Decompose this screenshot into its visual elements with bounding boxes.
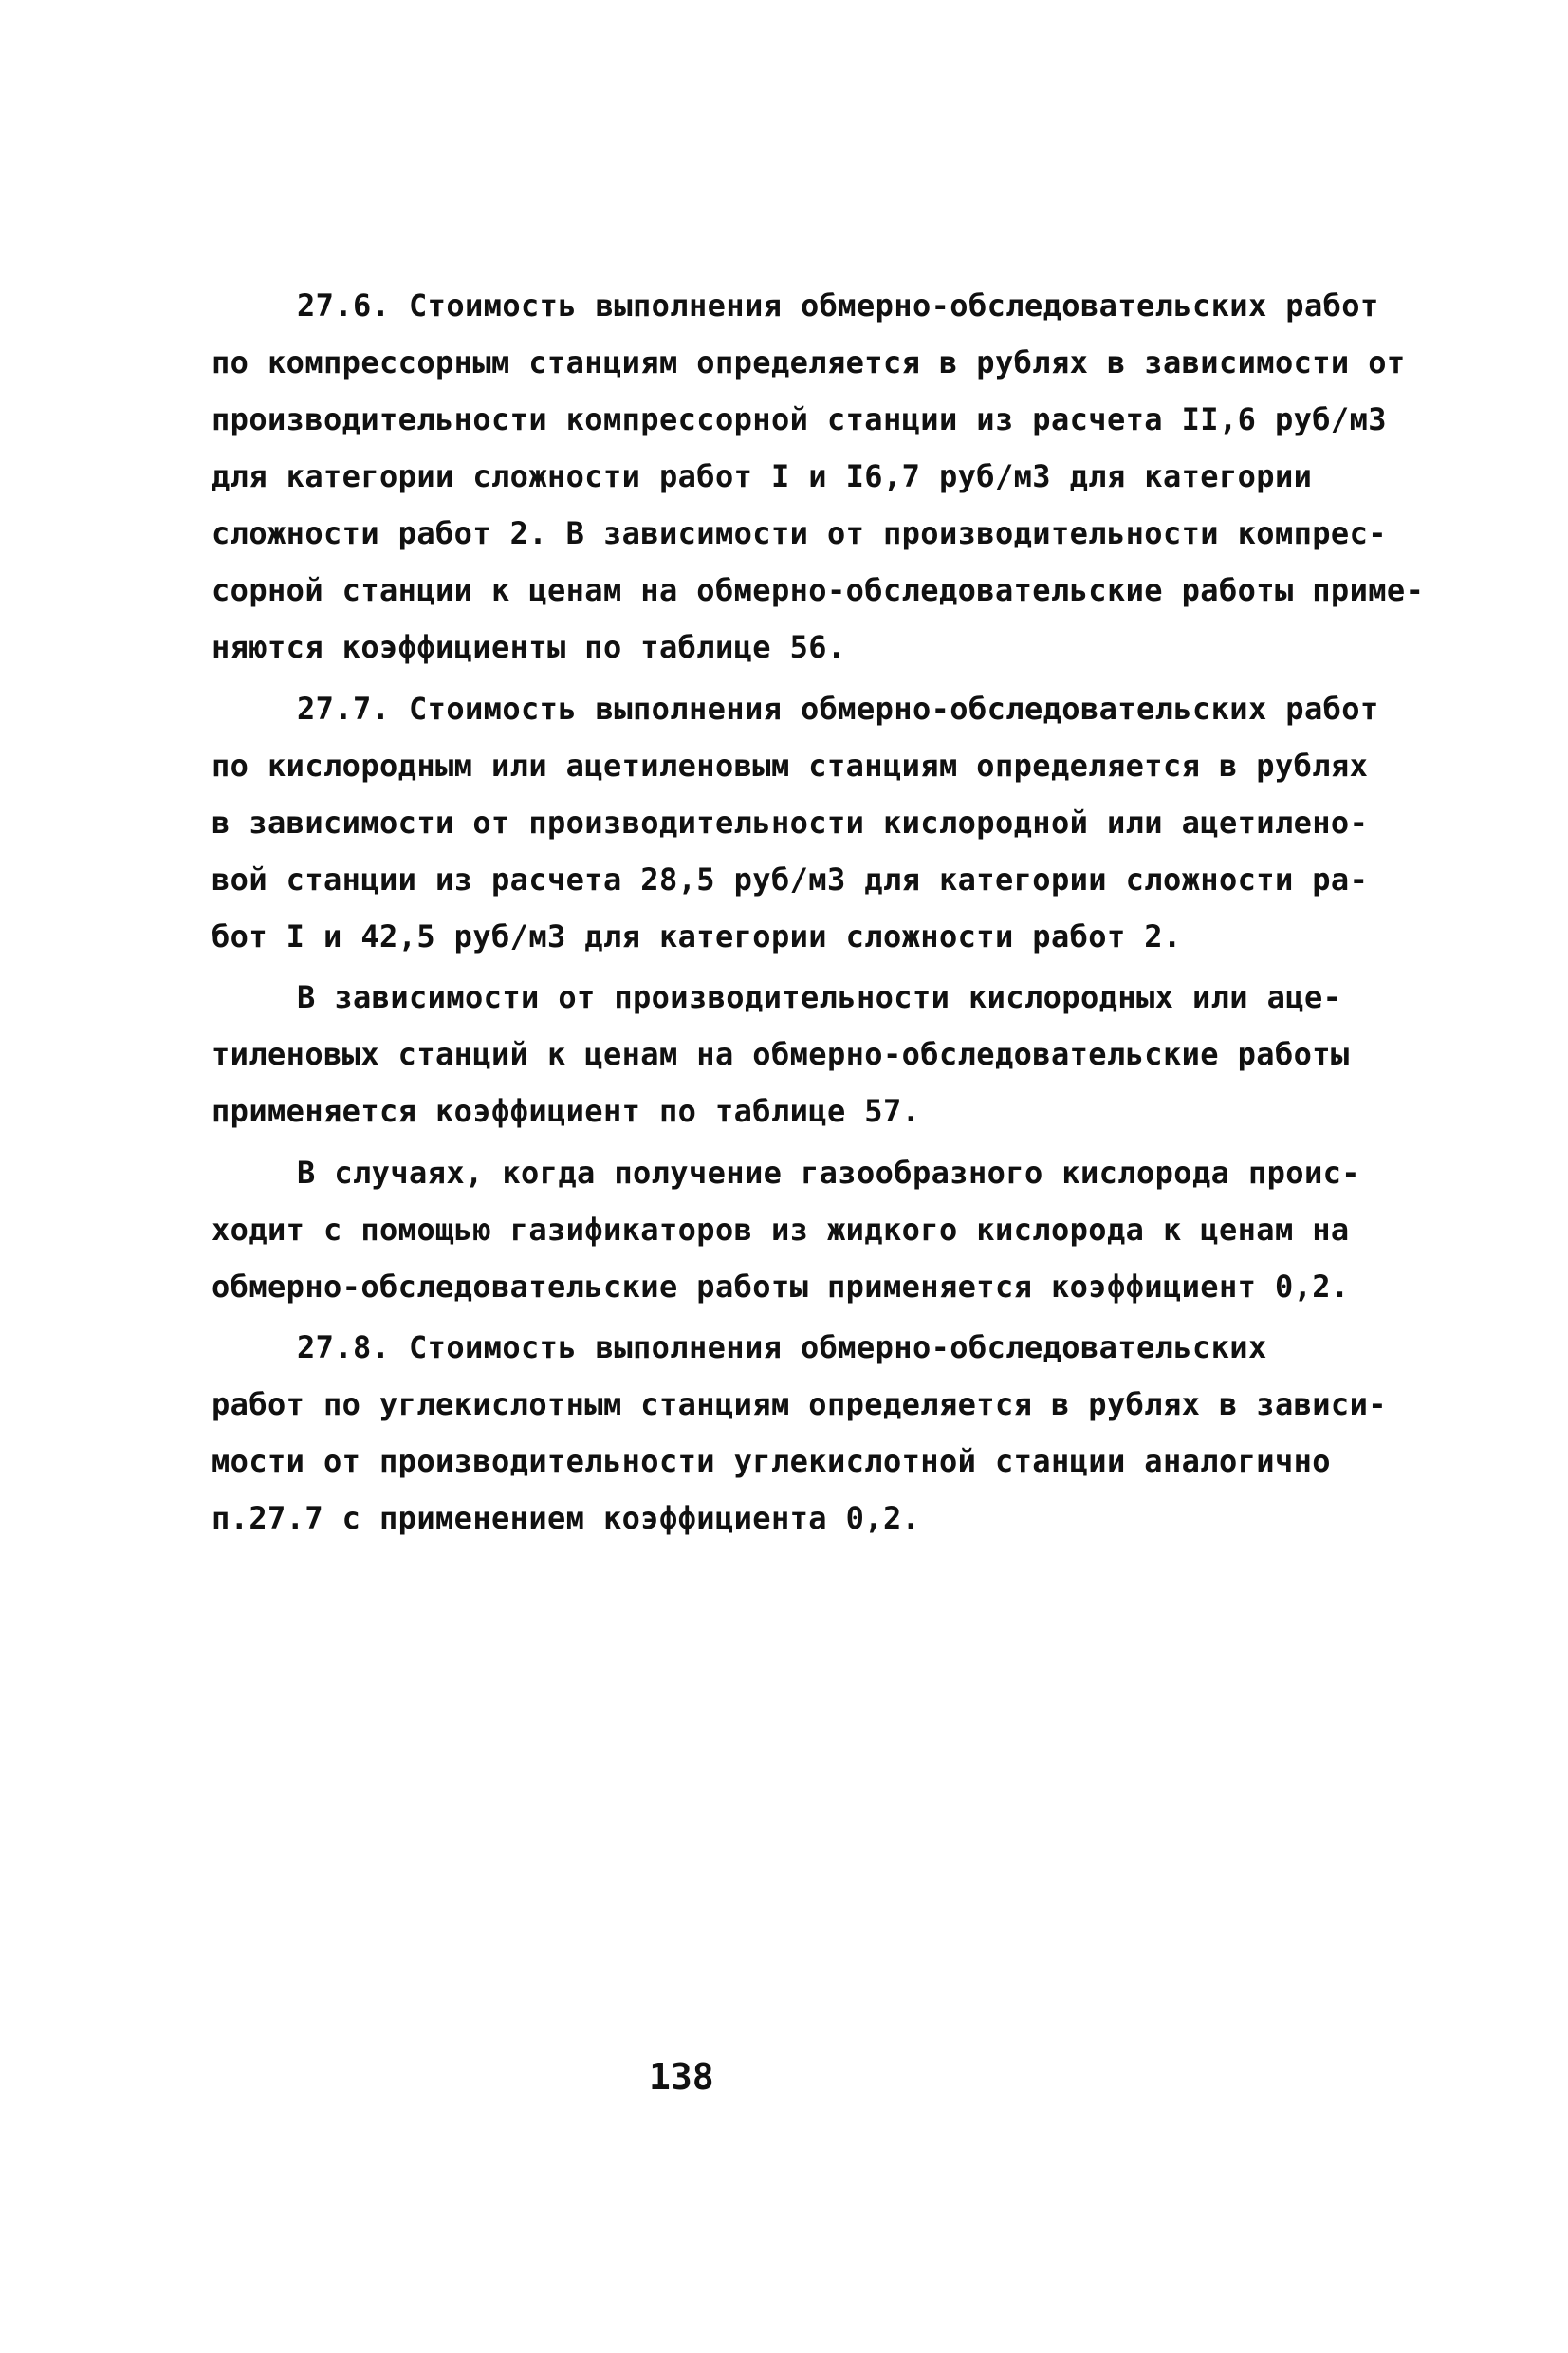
text-line: сорной станции к ценам на обмерно-обследовательские работы приме- bbox=[212, 572, 1425, 608]
text-line: 27.8. Стоимость выполнения обмерно-обследовательских bbox=[297, 1329, 1267, 1365]
text-line: п.27.7 с применением коэффициента 0,2. bbox=[212, 1500, 921, 1536]
text-line: В случаях, когда получение газообразного кислорода проис- bbox=[297, 1155, 1360, 1191]
text-line: для категории сложности работ I и I6,7 руб/м3 для категории bbox=[212, 458, 1313, 494]
text-line: обмерно-обследовательские работы применяется коэффициент 0,2. bbox=[212, 1269, 1350, 1305]
text-line: тиленовых станций к ценам на обмерно-обследовательские работы bbox=[212, 1036, 1350, 1072]
text-line: 27.6. Стоимость выполнения обмерно-обследовательских работ bbox=[297, 287, 1379, 324]
text-line: 27.7. Стоимость выполнения обмерно-обследовательских работ bbox=[297, 691, 1379, 727]
text-line: по компрессорным станциям определяется в рублях в зависимости от bbox=[212, 344, 1406, 380]
text-line: в зависимости от производительности кислородной или ацетилено- bbox=[212, 805, 1369, 841]
text-line: ходит с помощью газификаторов из жидкого кислорода к ценам на bbox=[212, 1212, 1350, 1248]
text-line: применяется коэффициент по таблице 57. bbox=[212, 1093, 921, 1129]
text-line: производительности компрессорной станции из расчета II,6 руб/м3 bbox=[212, 401, 1387, 437]
text-line: вой станции из расчета 28,5 руб/м3 для категории сложности ра- bbox=[212, 862, 1369, 898]
text-line: по кислородным или ацетиленовым станциям определяется в рублях bbox=[212, 748, 1369, 784]
text-line: няются коэффициенты по таблице 56. bbox=[212, 629, 846, 665]
text-line: бот I и 42,5 руб/м3 для категории сложности работ 2. bbox=[212, 918, 1182, 954]
text-line: мости от производительности углекислотной станции аналогично bbox=[212, 1443, 1331, 1479]
text-line: работ по углекислотным станциям определяется в рублях в зависи- bbox=[212, 1386, 1387, 1422]
text-line: В зависимости от производительности кислородных или аце- bbox=[297, 979, 1342, 1015]
page-number: 138 bbox=[649, 2056, 714, 2098]
text-line: сложности работ 2. В зависимости от производительности компрес- bbox=[212, 515, 1387, 551]
